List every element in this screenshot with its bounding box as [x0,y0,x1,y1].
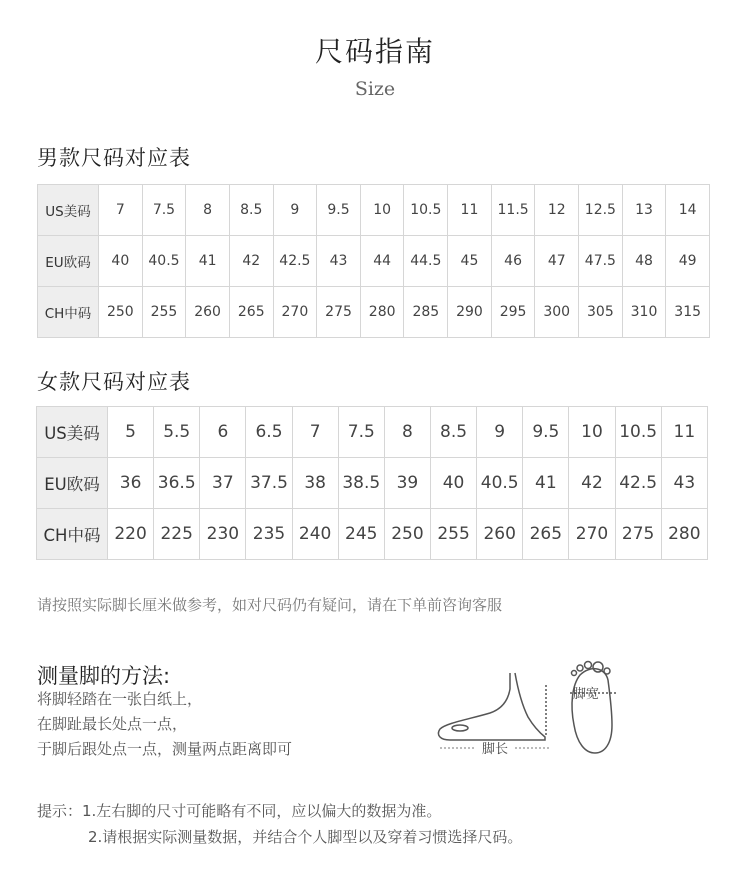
table-cell: 10 [569,407,615,458]
foot-top-view-icon [570,662,616,754]
table-cell: 37 [200,458,246,509]
table-cell: 12.5 [579,185,623,236]
table-cell: 275 [317,287,361,338]
table-cell: 300 [535,287,579,338]
table-row [37,407,708,458]
table-cell: 40.5 [142,236,186,287]
men-table-title: 男款尺码对应表 [37,146,191,170]
foot-width-label: 脚宽 [573,687,600,702]
table-cell: 290 [448,287,492,338]
table-cell: 39 [384,458,430,509]
table-cell: 46 [491,236,535,287]
table-cell: 7.5 [142,185,186,236]
table-cell: 44.5 [404,236,448,287]
table-cell: 9.5 [523,407,569,458]
table-cell: 280 [661,509,707,560]
table-cell: 40 [99,236,143,287]
table-cell: 230 [200,509,246,560]
table-cell: 295 [491,287,535,338]
table-cell: 11 [448,185,492,236]
measure-title: 测量脚的方法: [37,664,171,688]
table-row [38,236,710,287]
table-cell: 8 [186,185,230,236]
table-cell: 40.5 [477,458,523,509]
table-cell: 280 [360,287,404,338]
table-cell: 10.5 [404,185,448,236]
table-cell: 43 [317,236,361,287]
table-cell: 42 [229,236,273,287]
table-row [37,509,708,560]
table-cell: 40 [430,458,476,509]
table-cell: 260 [477,509,523,560]
table-cell: 5.5 [154,407,200,458]
table-cell: 10 [360,185,404,236]
size-note: 请按照实际脚长厘米做参考，如对尺码仍有疑问，请在下单前咨询客服 [37,596,503,614]
page-title: 尺码指南 [314,35,435,68]
table-cell: 44 [360,236,404,287]
table-cell: 6 [200,407,246,458]
table-cell: 260 [186,287,230,338]
table-cell: 255 [142,287,186,338]
table-row [37,458,708,509]
row-header: US美码 [38,185,99,236]
table-cell: 235 [246,509,292,560]
row-header: US美码 [37,407,108,458]
row-header: CH中码 [38,287,99,338]
table-cell: 240 [292,509,338,560]
table-cell: 9.5 [317,185,361,236]
foot-measure-illustration [430,655,630,760]
table-cell: 6.5 [246,407,292,458]
men-size-table [37,184,710,338]
table-cell: 305 [579,287,623,338]
table-cell: 41 [186,236,230,287]
table-cell: 45 [448,236,492,287]
table-cell: 250 [99,287,143,338]
table-cell: 220 [108,509,154,560]
row-header: EU欧码 [38,236,99,287]
table-cell: 47 [535,236,579,287]
table-cell: 43 [661,458,707,509]
table-cell: 42.5 [273,236,317,287]
table-cell: 275 [615,509,661,560]
table-cell: 250 [384,509,430,560]
women-size-table [36,406,708,560]
table-cell: 10.5 [615,407,661,458]
table-cell: 245 [338,509,384,560]
table-cell: 42.5 [615,458,661,509]
table-row [38,287,710,338]
table-cell: 12 [535,185,579,236]
table-cell: 255 [430,509,476,560]
table-cell: 49 [666,236,710,287]
women-table-title: 女款尺码对应表 [37,370,191,394]
table-cell: 11.5 [491,185,535,236]
table-cell: 7 [292,407,338,458]
table-cell: 7 [99,185,143,236]
tip-line-1: 提示：1.左右脚的尺寸可能略有不同，应以偏大的数据为准。 [37,802,442,820]
table-cell: 11 [661,407,707,458]
table-cell: 41 [523,458,569,509]
table-cell: 315 [666,287,710,338]
measure-step-2: 在脚趾最长处点一点， [37,715,188,733]
table-cell: 36.5 [154,458,200,509]
tip-line-2: 2.请根据实际测量数据，并结合个人脚型以及穿着习惯选择尺码。 [88,828,523,846]
table-cell: 47.5 [579,236,623,287]
table-cell: 285 [404,287,448,338]
table-cell: 270 [273,287,317,338]
foot-side-view-icon [438,673,546,740]
table-cell: 48 [622,236,666,287]
table-cell: 265 [229,287,273,338]
table-cell: 7.5 [338,407,384,458]
table-cell: 8 [384,407,430,458]
table-cell: 38 [292,458,338,509]
table-row [38,185,710,236]
table-cell: 5 [108,407,154,458]
row-header: EU欧码 [37,458,108,509]
measure-step-1: 将脚轻踏在一张白纸上， [37,690,203,708]
table-cell: 310 [622,287,666,338]
measure-step-3: 于脚后跟处点一点，测量两点距离即可 [37,740,293,758]
table-cell: 8.5 [430,407,476,458]
table-cell: 42 [569,458,615,509]
table-cell: 265 [523,509,569,560]
table-cell: 270 [569,509,615,560]
table-cell: 9 [477,407,523,458]
foot-length-label: 脚长 [482,742,509,757]
table-cell: 9 [273,185,317,236]
page-subtitle: Size [354,78,396,100]
table-cell: 8.5 [229,185,273,236]
table-cell: 37.5 [246,458,292,509]
table-cell: 36 [108,458,154,509]
table-cell: 13 [622,185,666,236]
row-header: CH中码 [37,509,108,560]
table-cell: 38.5 [338,458,384,509]
table-cell: 14 [666,185,710,236]
table-cell: 225 [154,509,200,560]
